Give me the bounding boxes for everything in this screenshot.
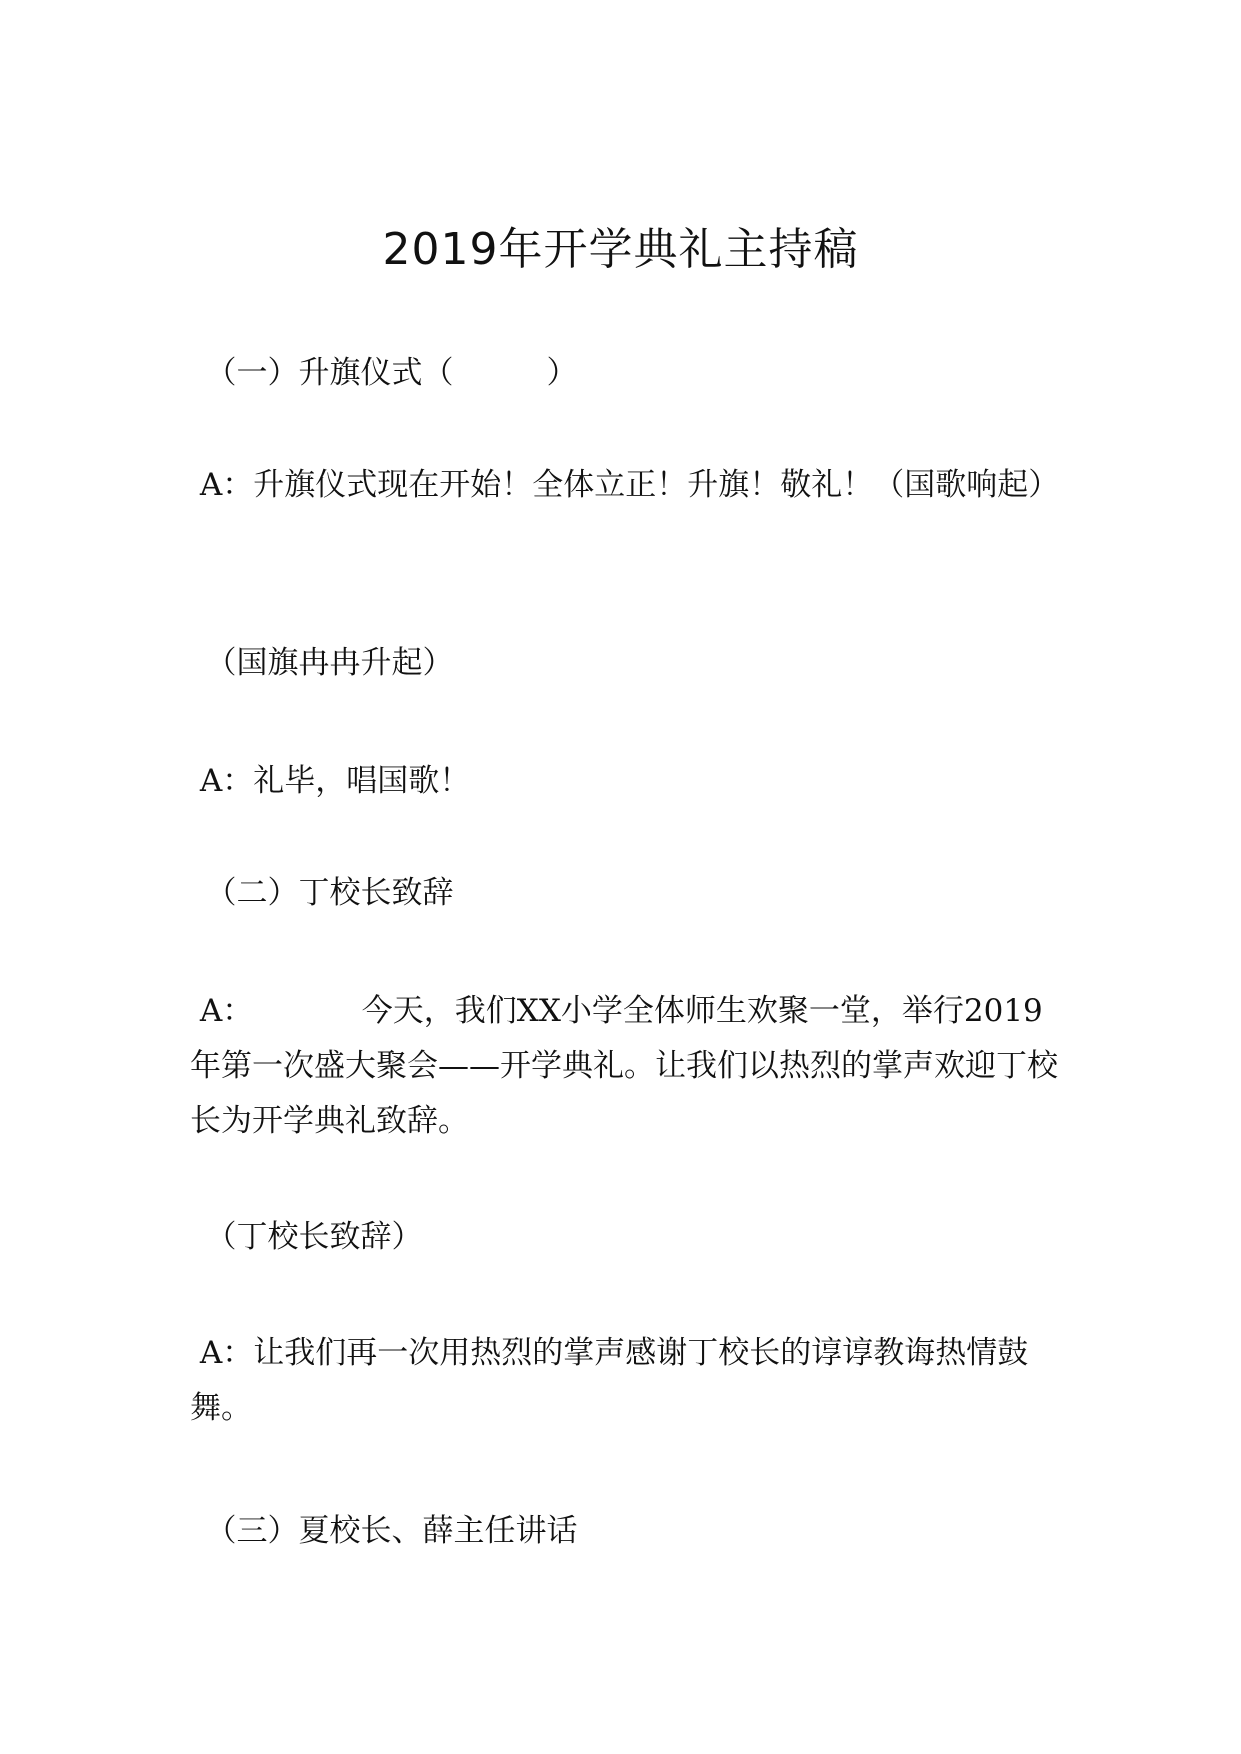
paragraph-principal-speech-note: （丁校长致辞） <box>190 1219 423 1255</box>
paragraph-anthem: A：礼毕，唱国歌！ <box>190 763 471 799</box>
section-heading-principal-speech: （二）丁校长致辞 <box>190 875 454 911</box>
paragraph-flag-rising-note: （国旗冉冉升起） <box>190 645 454 681</box>
section-heading-speeches: （三）夏校长、薛主任讲话 <box>190 1513 578 1549</box>
section-heading-flag-raising: （一）升旗仪式（ ） <box>190 355 578 391</box>
document-title: 2019年开学典礼主持稿 <box>382 224 859 275</box>
paragraph-flag-raising-start: A：升旗仪式现在开始！全体立正！升旗！敬礼！（国歌响起） <box>190 467 1060 503</box>
paragraph-thanks: A：让我们再一次用热烈的掌声感谢丁校长的谆谆教诲热情鼓舞。 <box>190 1335 1029 1426</box>
paragraph-welcome: A： 今天，我们XX小学全体师生欢聚一堂，举行2019年第一次盛大聚会——开学典礼。让我们以热烈的掌声欢迎丁校长为开学典礼致辞。 <box>190 993 1058 1139</box>
